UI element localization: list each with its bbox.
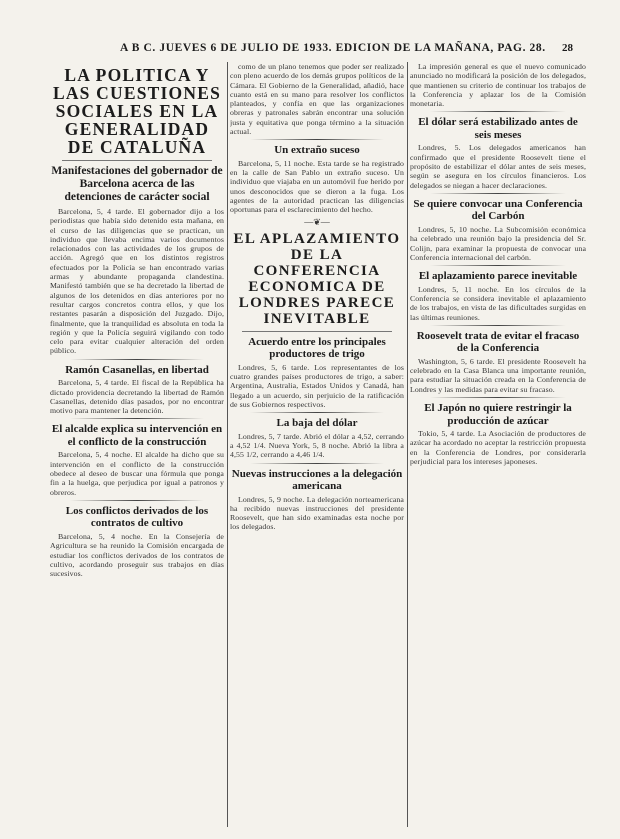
article-body: Barcelona, 5, 4 tarde. El fiscal de la República ha dictado providencia decretando la libertad de Ramón Casanellas, detenido días pasados, por no encontrar motivo para mantener la detención. — [50, 378, 224, 416]
section-title: Los conflictos derivados de los contratos de cultivo — [65, 504, 209, 530]
column-1 — [50, 62, 224, 829]
ornament-divider: —❦— — [304, 216, 330, 227]
article-body: Barcelona, 5, 4 noche. El alcalde ha dicho que su intervención en el conflicto de la construcción obedece al deseo de buscar una fórmula que ponga fin a la huelga, que perjudica por igual a patronos y obreros. — [50, 450, 224, 497]
divider — [70, 500, 204, 501]
section-title: El aplazamiento parece inevitable — [418, 270, 578, 283]
article-body: Barcelona, 5, 4 noche. En la Consejería de Agricultura se ha reunido la Comisión encargada de estudiar los conflictos derivados de los contratos de cultivo, acordando proseguir sus trabajos en días sucesivos. — [50, 531, 224, 579]
divider — [242, 331, 392, 332]
divider — [250, 463, 384, 464]
section-title: El Japón no quiere restringir la producción de azúcar — [424, 402, 572, 427]
page-number: 28 — [562, 42, 573, 54]
divider — [250, 139, 384, 140]
section-title: Un extraño suceso — [274, 144, 360, 157]
section-title: Nuevas instrucciones a la delegación americana — [231, 467, 403, 493]
article-body: Londres, 5. Los delegados americanos han confirmado que el presidente Roosevelt tiene el propósito de estabilizar el dólar antes de seis meses, según se asegura en los círculos financieros. Los delegados se niegan a hacer declaraciones. — [410, 143, 586, 190]
article-body: Londres, 5, 6 tarde. Los representantes de los cuatro grandes países productores de trigo, a saber: Argentina, Australia, Estados Unidos y Canadá, han llegado a un acuerdo, sin perjuicio de la ratificación de sus Gobiernos respectivos. — [230, 362, 404, 409]
masthead-line: A B C. JUEVES 6 DE JULIO DE 1933. EDICION DE LA MAÑANA, PAG. 28. — [120, 42, 546, 54]
article-body: Barcelona, 5, 11 noche. Esta tarde se ha registrado en la calle de San Pablo un extraño suceso. Un individuo que viajaba en un automóvil fue herido por unos desconocidos que se dieron a la fuga. Los agentes de la autoridad practican las diligencias oportunas para el esclarecimiento del hecho. — [230, 158, 404, 215]
article-body: Tokio, 5, 4 tarde. La Asociación de productores de azúcar ha acordado no aceptar la restricción propuesta en la Conferencia de Londres, por considerarla perjudicial para los intereses japoneses. — [410, 429, 586, 466]
article-body: Londres, 5, 7 tarde. Abrió el dólar a 4,52, cerrando a 4,52 1/4. Nueva York, 5, 8 noche. Abrió la libra a 4,55 1/2, cerrando a 4,46 1/4. — [230, 431, 404, 460]
section-title: La baja del dólar — [276, 417, 358, 430]
article-body: Londres, 5, 11 noche. En los círculos de la Conferencia se considera inevitable el aplazamiento de los trabajos, en vista de las dificultades surgidas en las últimas reuniones. — [410, 284, 586, 322]
article-body: Londres, 5, 10 noche. La Subcomisión económica ha celebrado una reunión bajo la presidencia del Sr. Colijn, para examinar la propuesta de convocar una Conferencia internacional del carbón. — [410, 224, 586, 262]
divider — [62, 160, 212, 161]
column-3 — [410, 62, 586, 829]
section-title: El dólar será estabilizado antes de seis meses — [418, 116, 578, 141]
section-title: Ramón Casanellas, en libertad — [65, 363, 209, 376]
divider — [430, 397, 566, 398]
divider — [430, 193, 566, 194]
divider — [250, 412, 384, 413]
article-body: La impresión general es que el nuevo comunicado anunciado no modificará la posición de los delegados, que mantienen su criterio de continuar los trabajos de la Conferencia y aplazar los de la Comisión monetaria. — [410, 62, 586, 109]
article-body: Washington, 5, 6 tarde. El presidente Roosevelt ha celebrado en la Casa Blanca una importante reunión, para estudiar la situación creada en la Conferencia de Londres y las medidas para evitar su fracaso. — [410, 356, 586, 394]
article-body: Londres, 5, 9 noche. La delegación norteamericana ha recibido nuevas instrucciones del presidente Roosevelt, que han sido examinadas esta noche por los delegados. — [230, 494, 404, 532]
headline-conferencia: EL APLAZAMIENTO DE LA CONFERENCIA ECONOMICA DE LONDRES PARECE INEVITABLE — [233, 230, 401, 327]
column-rule — [227, 62, 228, 827]
column-rule — [407, 62, 408, 827]
section-title: Acuerdo entre los principales productores de trigo — [248, 335, 386, 361]
divider — [70, 359, 204, 360]
section-title: Roosevelt trata de evitar el fracaso de la Conferencia — [416, 329, 580, 355]
divider — [430, 111, 566, 112]
article-body: como de un plano tenemos que poder ser realizado con pleno acuerdo de los demás grupos políticos de la Cámara. El Gobierno de la Generalidad, añadió, hace cuanto está en su mano para resolver los conflictos planteados, y confía en que las organizaciones obreras y patronales sabrán encontrar una solución justa y equitativa que ponga término a la situación actual. — [230, 62, 404, 137]
column-2 — [230, 62, 404, 829]
masthead — [0, 42, 620, 62]
section-title: El alcalde explica su intervención en el conflicto de la construcción — [51, 423, 223, 448]
divider — [70, 418, 204, 419]
article-body: Barcelona, 5, 4 tarde. El gobernador dijo a los periodistas que había sido detenido esta mañana, en el curso de las diligencias que se practican, un individuo que llevaba encima varios documentos relacionados con las actividades de los grupos de acción. Agregó que en los distintos registros efectuados por la Policía se han encontrado varias armas y abundante propaganda clandestina. Manifestó también que se ha decretado la libertad de algunos de los detenidos en días anteriores por no resultar cargos concretos contra ellos, y que los restantes pasarán a disposición del Juzgado. Dijo, finalmente, que la tranquilidad es absoluta en toda la región y que la Policía seguirá vigilando con todo celo para evitar cualquier alteración del orden público. — [50, 207, 224, 356]
divider — [430, 265, 566, 266]
headline-generalidad: LA POLITICA Y LAS CUESTIONES SOCIALES EN LA GENERALIDAD DE CATALUÑA — [52, 65, 222, 157]
section-title: Manifestaciones del gobernador de Barcelona acerca de las detenciones de carácter social — [51, 165, 223, 203]
section-title: Se quiere convocar una Conferencia del Carbón — [413, 197, 583, 223]
divider — [430, 325, 566, 326]
